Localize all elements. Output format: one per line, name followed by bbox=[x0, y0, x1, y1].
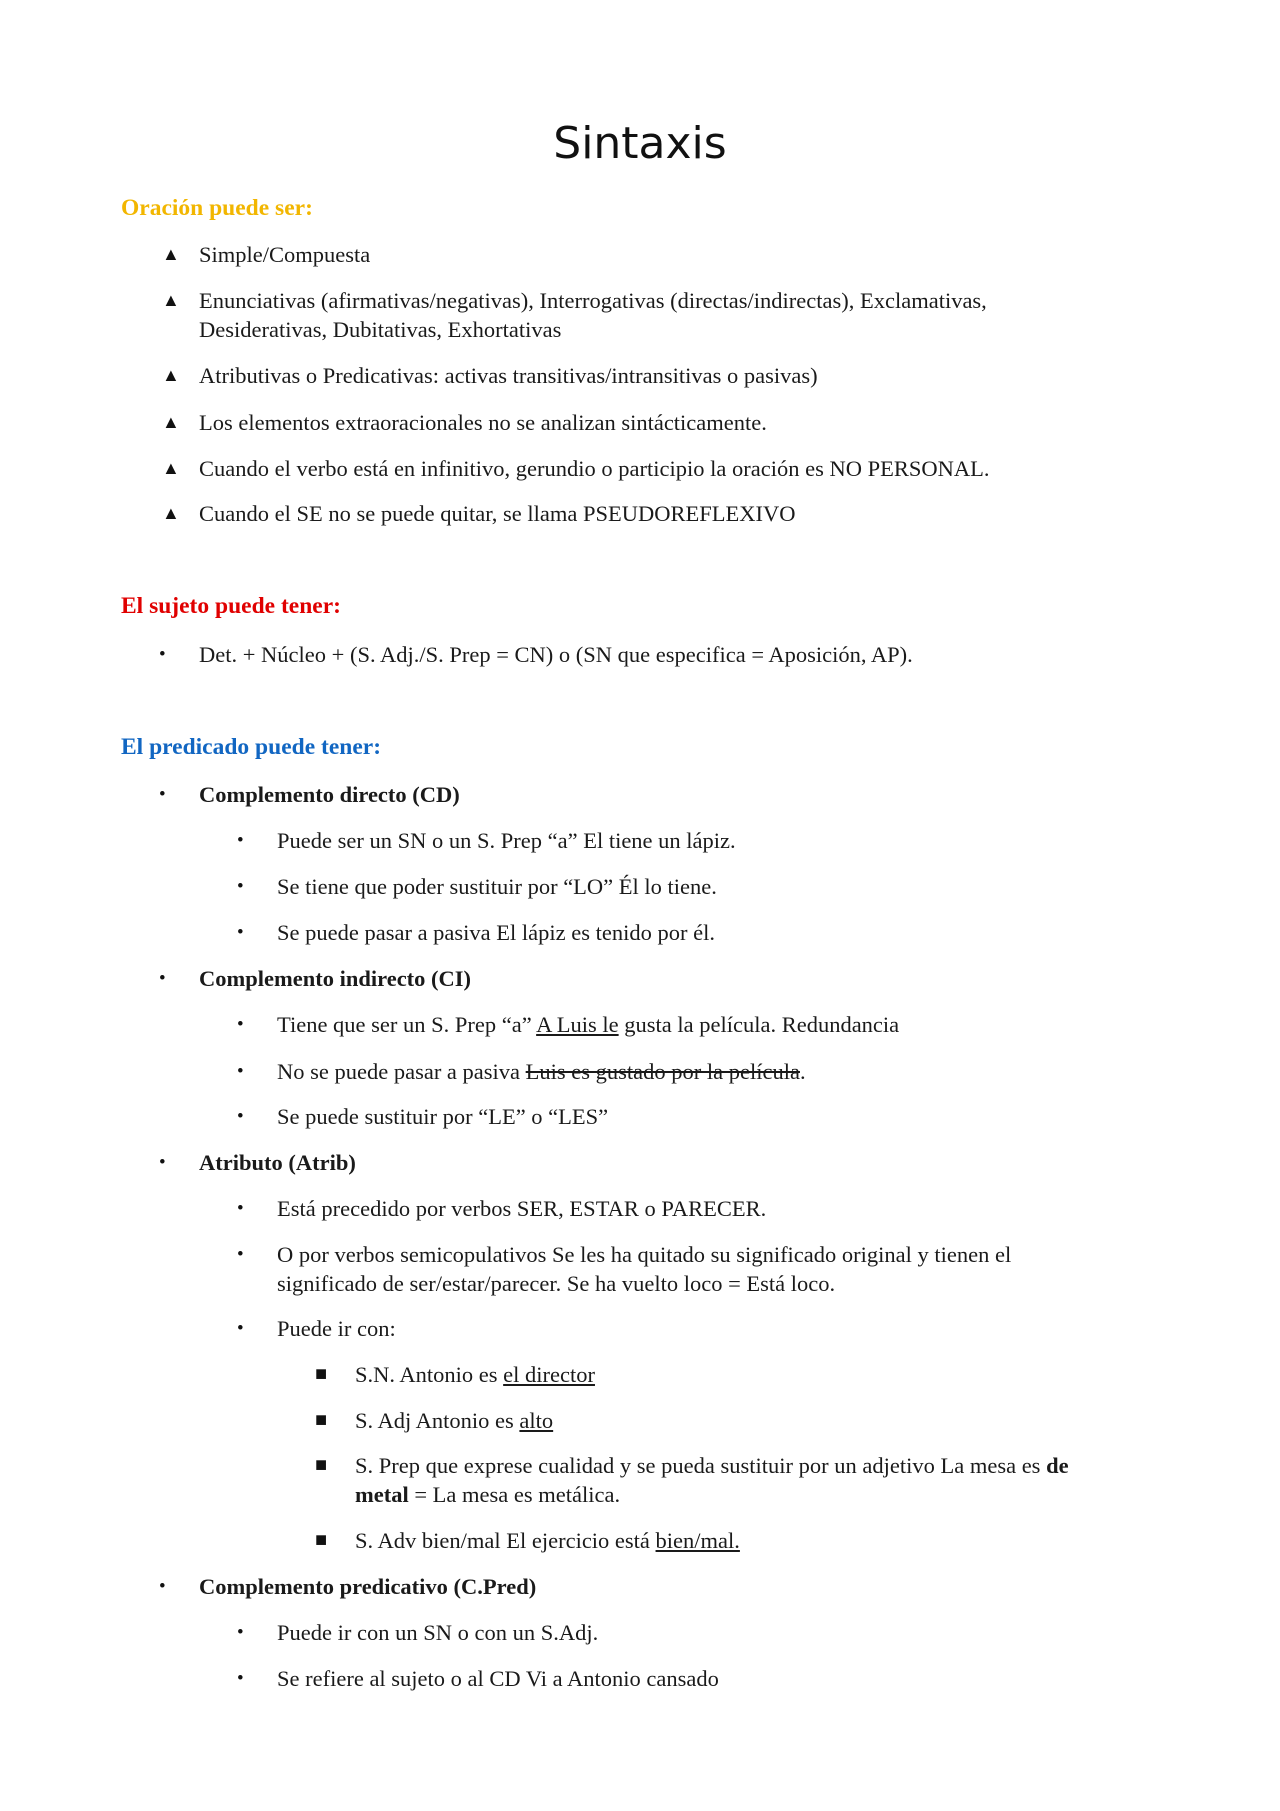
dot-bullet-icon: • bbox=[237, 830, 244, 851]
dot-bullet-icon: • bbox=[159, 784, 166, 805]
list-item: Se puede pasar a pasiva El lápiz es tenido por él. bbox=[277, 920, 715, 945]
list-item: Puede ser un SN o un S. Prep “a” El tiene un lápiz. bbox=[277, 828, 736, 853]
dot-bullet-icon: • bbox=[159, 968, 166, 989]
subheading-atrib bbox=[199, 1148, 356, 1177]
underlined-example: bien/mal. bbox=[655, 1528, 740, 1553]
list-item: Se refiere al sujeto o al CD Vi a Antonio cansado bbox=[277, 1666, 719, 1691]
bold-example: metal bbox=[355, 1482, 409, 1507]
list-item: Enunciativas (afirmativas/negativas), Interrogativas (directas/indirectas), Exclamativas, bbox=[199, 288, 987, 313]
list-item bbox=[355, 1360, 595, 1389]
subheading-label: Complemento directo (CD) bbox=[199, 782, 460, 807]
dot-bullet-icon: • bbox=[237, 1061, 244, 1082]
dot-bullet-icon: • bbox=[159, 1576, 166, 1597]
list-item-continuation: significado de ser/estar/parecer. Se ha vuelto loco = Está loco. bbox=[277, 1271, 836, 1296]
subheading-cpred bbox=[199, 1572, 536, 1601]
bold-example: de bbox=[1046, 1453, 1069, 1478]
list-item: Los elementos extraoracionales no se analizan sintácticamente. bbox=[199, 410, 767, 435]
list-item: Se tiene que poder sustituir por “LO” Él lo tiene. bbox=[277, 874, 717, 899]
dot-bullet-icon: • bbox=[237, 922, 244, 943]
subheading-cd bbox=[199, 780, 460, 809]
triangle-bullet-icon: ▲ bbox=[162, 503, 180, 523]
list-item bbox=[355, 1451, 1069, 1480]
list-item bbox=[277, 1010, 899, 1039]
list-item: Simple/Compuesta bbox=[199, 242, 371, 267]
list-item: Atributivas o Predicativas: activas transitivas/intransitivas o pasivas) bbox=[199, 363, 818, 388]
triangle-bullet-icon: ▲ bbox=[162, 458, 180, 478]
triangle-bullet-icon: ▲ bbox=[162, 290, 180, 310]
section-heading-sujeto: El sujeto puede tener: bbox=[121, 593, 341, 619]
list-item: Está precedido por verbos SER, ESTAR o PARECER. bbox=[277, 1196, 767, 1221]
dot-bullet-icon: • bbox=[237, 1244, 244, 1265]
dot-bullet-icon: • bbox=[237, 1668, 244, 1689]
underlined-example: alto bbox=[519, 1408, 554, 1433]
dot-bullet-icon: • bbox=[237, 1318, 244, 1339]
dot-bullet-icon: • bbox=[237, 1106, 244, 1127]
list-item bbox=[277, 1057, 806, 1086]
square-bullet-icon: ■ bbox=[315, 1363, 328, 1385]
triangle-bullet-icon: ▲ bbox=[162, 244, 180, 264]
section-heading-oracion: Oración puede ser: bbox=[121, 195, 313, 221]
subheading-ci bbox=[199, 964, 471, 993]
triangle-bullet-icon: ▲ bbox=[162, 365, 180, 385]
list-item: Se puede sustituir por “LE” o “LES” bbox=[277, 1104, 609, 1129]
subheading-label: Complemento indirecto (CI) bbox=[199, 966, 472, 991]
list-item: Puede ir con un SN o con un S.Adj. bbox=[277, 1620, 599, 1645]
text-segment: S.N. Antonio es bbox=[355, 1362, 504, 1387]
text-segment: Tiene que ser un S. Prep “a” bbox=[277, 1012, 537, 1037]
text-segment: gusta la película. Redundancia bbox=[618, 1012, 900, 1037]
dot-bullet-icon: • bbox=[237, 1014, 244, 1035]
text-segment: S. Prep que exprese cualidad y se pueda sustituir por un adjetivo La mesa es bbox=[355, 1453, 1047, 1478]
dot-bullet-icon: • bbox=[159, 644, 166, 665]
list-item bbox=[355, 1406, 553, 1435]
underlined-example: A Luis le bbox=[536, 1012, 619, 1037]
list-item-continuation: Desiderativas, Dubitativas, Exhortativas bbox=[199, 317, 562, 342]
list-item bbox=[355, 1526, 740, 1555]
square-bullet-icon: ■ bbox=[315, 1409, 328, 1431]
square-bullet-icon: ■ bbox=[315, 1529, 328, 1551]
list-item-continuation bbox=[355, 1480, 620, 1509]
dot-bullet-icon: • bbox=[237, 876, 244, 897]
strikethrough-example: Luis es gustado por la película bbox=[525, 1059, 800, 1084]
text-segment: No se puede pasar a pasiva bbox=[277, 1059, 526, 1084]
underlined-example: el director bbox=[503, 1362, 595, 1387]
dot-bullet-icon: • bbox=[159, 1152, 166, 1173]
subheading-label: Atributo (Atrib) bbox=[199, 1150, 356, 1175]
subheading-label: Complemento predicativo (C.Pred) bbox=[199, 1574, 537, 1599]
dot-bullet-icon: • bbox=[237, 1622, 244, 1643]
section-heading-predicado: El predicado puede tener: bbox=[121, 734, 382, 760]
list-item: Cuando el SE no se puede quitar, se llama PSEUDOREFLEXIVO bbox=[199, 501, 796, 526]
text-segment: = La mesa es metálica. bbox=[408, 1482, 621, 1507]
text-segment: S. Adj Antonio es bbox=[355, 1408, 520, 1433]
square-bullet-icon: ■ bbox=[315, 1454, 328, 1476]
text-segment: . bbox=[799, 1059, 806, 1084]
text-segment: S. Adv bien/mal El ejercicio está bbox=[355, 1528, 656, 1553]
list-item: Cuando el verbo está en infinitivo, gerundio o participio la oración es NO PERSONAL. bbox=[199, 456, 990, 481]
list-item: Puede ir con: bbox=[277, 1316, 396, 1341]
triangle-bullet-icon: ▲ bbox=[162, 412, 180, 432]
page-title: Sintaxis bbox=[553, 118, 727, 169]
dot-bullet-icon: • bbox=[237, 1198, 244, 1219]
list-item: Det. + Núcleo + (S. Adj./S. Prep = CN) o (SN que especifica = Aposición, AP). bbox=[199, 642, 913, 667]
list-item: O por verbos semicopulativos Se les ha quitado su significado original y tienen el bbox=[277, 1242, 1012, 1267]
